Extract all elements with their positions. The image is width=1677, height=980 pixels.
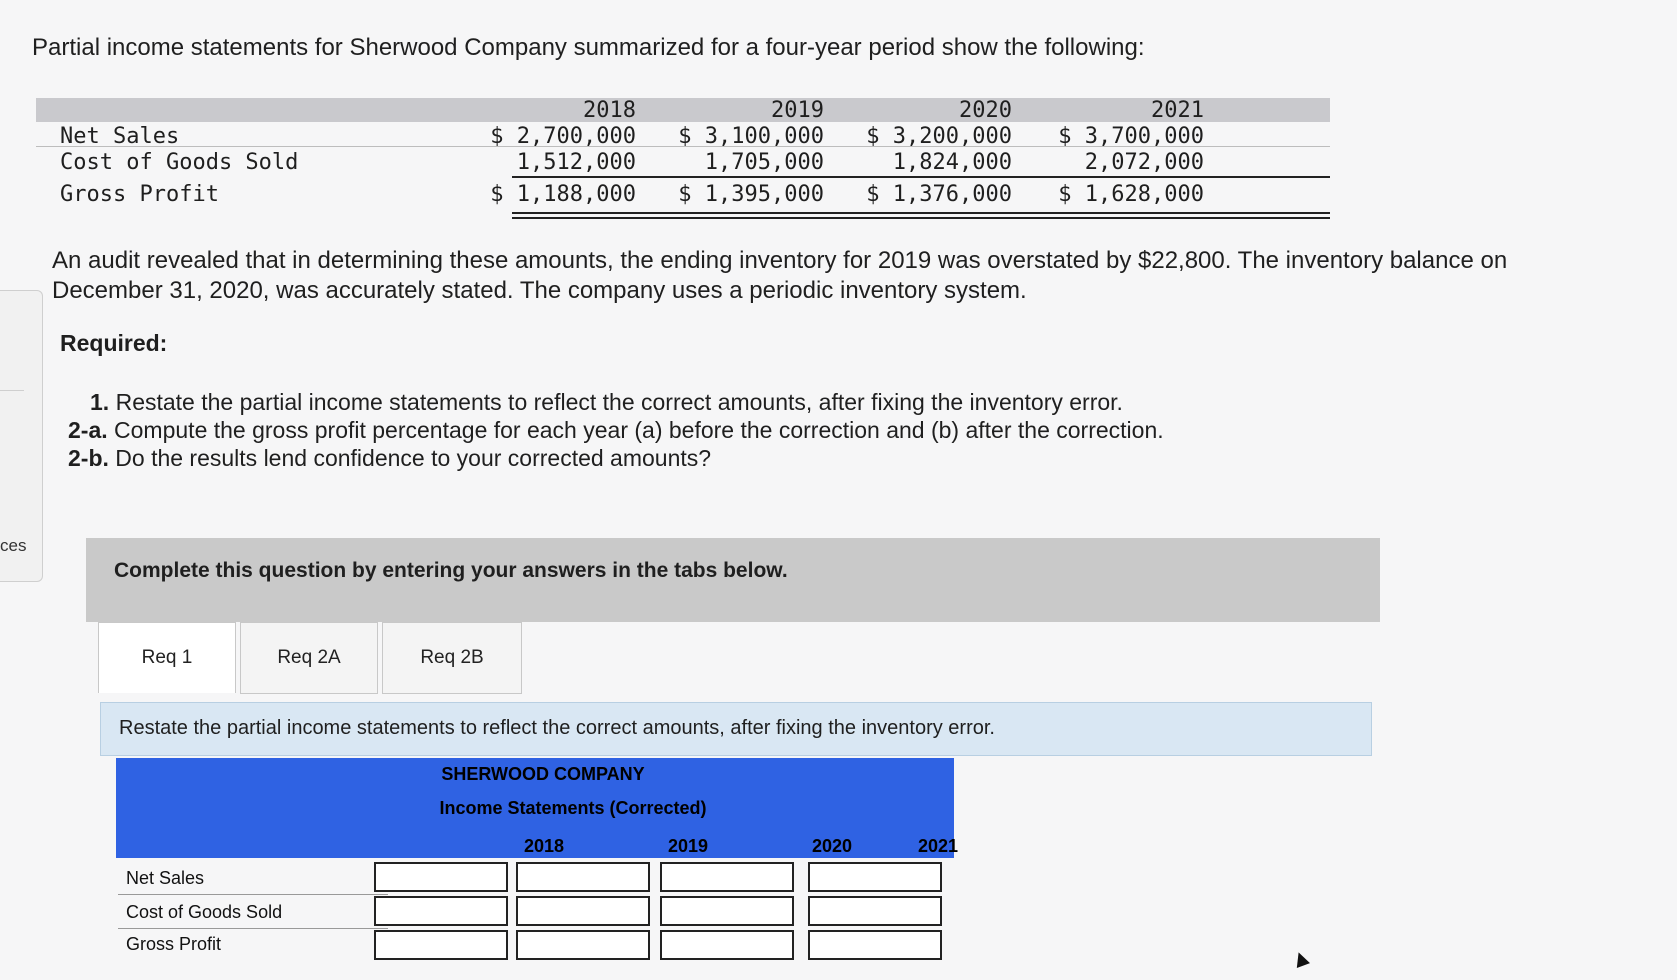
given-year-2018: 2018 [583, 98, 636, 123]
tab-req-1[interactable]: Req 1 [98, 622, 236, 693]
net-sales-2021-input[interactable] [808, 862, 942, 892]
complete-question-text: Complete this question by entering your answers in the tabs below. [114, 559, 788, 582]
given-year-2020: 2020 [959, 98, 1012, 123]
given-row-divider [36, 146, 1330, 147]
requirement-number: 2-b. [68, 445, 109, 471]
gross-profit-2018-input[interactable] [374, 930, 508, 960]
answer-row-label-cogs: Cost of Goods Sold [126, 902, 283, 922]
answer-year-2020: 2020 [811, 836, 853, 856]
given-cogs-2020: 1,824,000 [892, 150, 1012, 175]
given-net-sales-2020: $ 3,200,000 [866, 124, 1012, 149]
audit-text: An audit revealed that in determining these amounts, the ending inventory for 2019 was overstated by $22,800. The inventory balance on December 31, 2020, was accurately stated. The company uses a periodic inventory system. [52, 247, 1508, 304]
requirement-text: Compute the gross profit percentage for each year (a) before the correction and (b) after the correction. [114, 417, 1164, 443]
given-gross-profit-2020: $ 1,376,000 [866, 182, 1012, 207]
answer-company-name: SHERWOOD COMPANY [441, 764, 645, 784]
answer-row-divider [118, 928, 388, 929]
instruction-bar [100, 702, 1372, 756]
answer-year-2021: 2021 [918, 836, 959, 856]
tab-req-2b[interactable]: Req 2B [382, 622, 522, 694]
given-cogs-2019: 1,705,000 [704, 150, 824, 175]
side-divider [0, 390, 24, 391]
net-sales-2019-input[interactable] [516, 862, 650, 892]
intro-text: Partial income statements for Sherwood Company summarized for a four-year period show the following: [32, 34, 1145, 61]
requirement-item [68, 444, 1164, 472]
required-heading: Required: [60, 330, 168, 356]
cogs-2020-input[interactable] [660, 896, 794, 926]
given-year-2021: 2021 [1151, 98, 1204, 123]
given-total-double-rule [512, 212, 1330, 219]
given-gross-profit-2018: $ 1,188,000 [490, 182, 636, 207]
cogs-2021-input[interactable] [808, 896, 942, 926]
answer-year-2019: 2019 [667, 836, 709, 856]
answer-subtitle: Income Statements (Corrected) [439, 798, 707, 818]
given-net-sales-2021: $ 3,700,000 [1058, 124, 1204, 149]
cogs-2019-input[interactable] [516, 896, 650, 926]
cogs-2018-input[interactable] [374, 896, 508, 926]
requirement-number: 2-a. [68, 417, 108, 443]
requirement-text: Restate the partial income statements to reflect the correct amounts, after fixing the inventory error. [115, 389, 1123, 415]
answer-row-label-gross-profit: Gross Profit [126, 934, 222, 954]
requirement-item [68, 388, 1164, 416]
mouse-pointer-icon [1292, 950, 1310, 968]
side-panel-fragment [0, 290, 43, 582]
given-subtotal-rule [512, 176, 1330, 178]
gross-profit-2021-input[interactable] [808, 930, 942, 960]
given-gross-profit-2021: $ 1,628,000 [1058, 182, 1204, 207]
given-data-table [36, 98, 1330, 223]
given-row-label-cogs: Cost of Goods Sold [60, 150, 299, 175]
instruction-text: Restate the partial income statements to reflect the correct amounts, after fixing the inventory error. [119, 717, 995, 739]
gross-profit-2020-input[interactable] [660, 930, 794, 960]
net-sales-2018-input[interactable] [374, 862, 508, 892]
side-panel-label: ces [0, 536, 27, 555]
answer-row-divider [118, 894, 388, 895]
given-year-2019: 2019 [771, 98, 824, 123]
requirement-item [68, 416, 1164, 444]
net-sales-2020-input[interactable] [660, 862, 794, 892]
given-gross-profit-2019: $ 1,395,000 [678, 182, 824, 207]
given-net-sales-2018: $ 2,700,000 [490, 124, 636, 149]
requirements-list [68, 388, 1164, 472]
given-row-label-net-sales: Net Sales [60, 124, 180, 149]
gross-profit-2019-input[interactable] [516, 930, 650, 960]
answer-table [108, 752, 958, 966]
given-cogs-2018: 1,512,000 [516, 150, 636, 175]
requirement-number: 1. [90, 389, 110, 415]
given-row-label-gross-profit: Gross Profit [60, 182, 219, 207]
requirement-text: Do the results lend confidence to your corrected amounts? [115, 445, 712, 471]
complete-question-banner [86, 538, 1380, 622]
given-net-sales-2019: $ 3,100,000 [678, 124, 824, 149]
tab-req-2a[interactable]: Req 2A [240, 622, 378, 694]
given-cogs-2021: 2,072,000 [1084, 150, 1204, 175]
answer-year-2018: 2018 [523, 836, 565, 856]
answer-row-label-net-sales: Net Sales [126, 868, 205, 888]
